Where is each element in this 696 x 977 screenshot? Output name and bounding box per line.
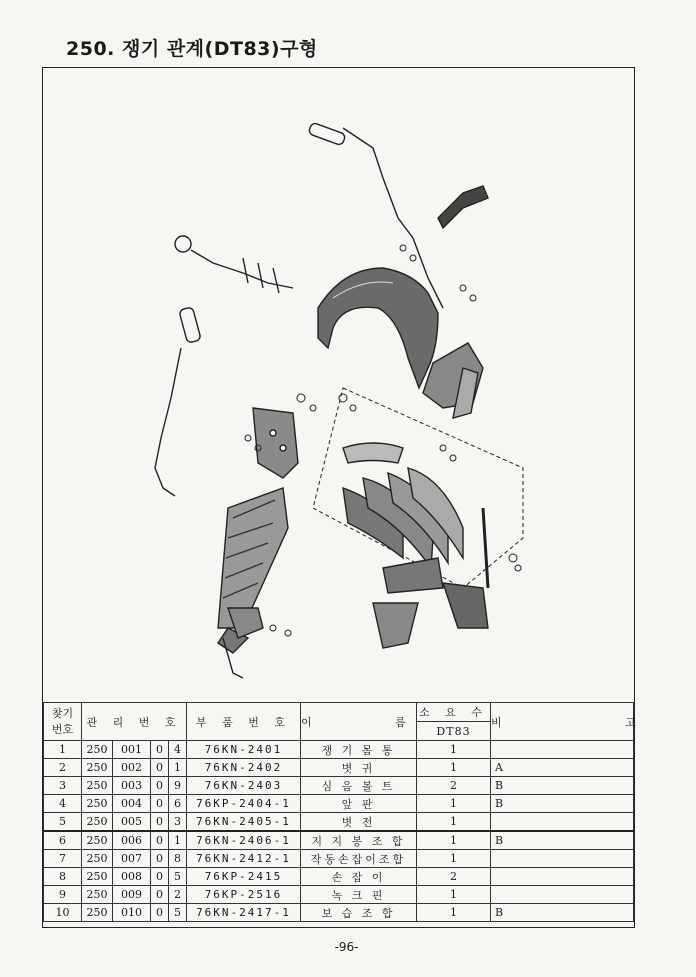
mgmt-code-cell: 250 bbox=[82, 831, 113, 850]
table-row bbox=[44, 741, 634, 759]
remarks-cell: B bbox=[491, 795, 634, 813]
header-name: 이 름 bbox=[301, 703, 417, 741]
remarks-cell bbox=[491, 813, 634, 832]
quantity-cell: 1 bbox=[417, 904, 491, 922]
table-row bbox=[44, 831, 634, 850]
part-number-cell: 76KN-2405-1 bbox=[187, 813, 301, 832]
mgmt-code-cell: 9 bbox=[169, 777, 187, 795]
part-number-cell: 76KP-2415 bbox=[187, 868, 301, 886]
header-quantity-model: DT83 bbox=[417, 722, 491, 741]
quantity-cell: 2 bbox=[417, 777, 491, 795]
mgmt-code-cell: 0 bbox=[151, 795, 169, 813]
mgmt-code-cell: 004 bbox=[113, 795, 151, 813]
mgmt-code-cell: 0 bbox=[151, 868, 169, 886]
mgmt-code-cell: 0 bbox=[151, 831, 169, 850]
quantity-cell: 1 bbox=[417, 886, 491, 904]
part-name-cell: 보 습 조 합 bbox=[301, 904, 417, 922]
mgmt-code-cell: 250 bbox=[82, 904, 113, 922]
mgmt-code-cell: 0 bbox=[151, 886, 169, 904]
remarks-cell bbox=[491, 886, 634, 904]
part-number-cell: 76KN-2417-1 bbox=[187, 904, 301, 922]
table-row bbox=[44, 850, 634, 868]
mgmt-code-cell: 006 bbox=[113, 831, 151, 850]
find-number-cell: 10 bbox=[44, 904, 82, 922]
part-number-cell: 76KN-2401 bbox=[187, 741, 301, 759]
find-number-cell: 8 bbox=[44, 868, 82, 886]
mgmt-code-cell: 6 bbox=[169, 795, 187, 813]
part-name-cell: 손 잡 이 bbox=[301, 868, 417, 886]
mgmt-code-cell: 0 bbox=[151, 904, 169, 922]
mgmt-code-cell: 5 bbox=[169, 904, 187, 922]
mgmt-code-cell: 8 bbox=[169, 850, 187, 868]
quantity-cell: 1 bbox=[417, 813, 491, 832]
mgmt-code-cell: 250 bbox=[82, 850, 113, 868]
quantity-cell: 1 bbox=[417, 795, 491, 813]
part-number-cell: 76KN-2403 bbox=[187, 777, 301, 795]
mgmt-code-cell: 250 bbox=[82, 759, 113, 777]
page-title: 250. 쟁기 관계(DT83)구형 bbox=[66, 38, 318, 60]
table-row bbox=[44, 904, 634, 922]
find-number-cell: 7 bbox=[44, 850, 82, 868]
quantity-cell: 1 bbox=[417, 831, 491, 850]
find-number-cell: 1 bbox=[44, 741, 82, 759]
mgmt-code-cell: 005 bbox=[113, 813, 151, 832]
mgmt-code-cell: 008 bbox=[113, 868, 151, 886]
quantity-cell: 1 bbox=[417, 850, 491, 868]
find-number-cell: 3 bbox=[44, 777, 82, 795]
mgmt-code-cell: 4 bbox=[169, 741, 187, 759]
remarks-cell: A bbox=[491, 759, 634, 777]
part-name-cell: 앞 판 bbox=[301, 795, 417, 813]
part-name-cell: 심 음 볼 트 bbox=[301, 777, 417, 795]
quantity-cell: 1 bbox=[417, 759, 491, 777]
part-number-cell: 76KN-2402 bbox=[187, 759, 301, 777]
part-name-cell: 작동손잡이조합 bbox=[301, 850, 417, 868]
find-number-cell: 4 bbox=[44, 795, 82, 813]
part-number-cell: 76KP-2404-1 bbox=[187, 795, 301, 813]
mgmt-code-cell: 010 bbox=[113, 904, 151, 922]
mgmt-code-cell: 250 bbox=[82, 741, 113, 759]
quantity-cell: 1 bbox=[417, 741, 491, 759]
mgmt-code-cell: 002 bbox=[113, 759, 151, 777]
part-name-cell: 볏 귀 bbox=[301, 759, 417, 777]
part-name-cell: 쟁 기 몸 통 bbox=[301, 741, 417, 759]
mgmt-code-cell: 0 bbox=[151, 741, 169, 759]
remarks-cell bbox=[491, 741, 634, 759]
remarks-cell: B bbox=[491, 831, 634, 850]
table-row bbox=[44, 886, 634, 904]
find-number-cell: 9 bbox=[44, 886, 82, 904]
part-name-cell: 녹 크 핀 bbox=[301, 886, 417, 904]
page-number: -96- bbox=[334, 940, 359, 954]
find-number-cell: 2 bbox=[44, 759, 82, 777]
parts-table bbox=[43, 702, 696, 922]
mgmt-code-cell: 003 bbox=[113, 777, 151, 795]
exploded-parts-diagram bbox=[43, 68, 633, 702]
header-part-number: 부 품 번 호 bbox=[187, 703, 301, 741]
quantity-cell: 2 bbox=[417, 868, 491, 886]
remarks-cell: B bbox=[491, 904, 634, 922]
header-management-number: 관 리 번 호 bbox=[82, 703, 187, 741]
mgmt-code-cell: 2 bbox=[169, 886, 187, 904]
mgmt-code-cell: 250 bbox=[82, 777, 113, 795]
find-number-cell: 6 bbox=[44, 831, 82, 850]
table-row bbox=[44, 777, 634, 795]
mgmt-code-cell: 250 bbox=[82, 795, 113, 813]
table-row bbox=[44, 813, 634, 832]
mgmt-code-cell: 1 bbox=[169, 831, 187, 850]
content-frame bbox=[42, 67, 696, 928]
mgmt-code-cell: 250 bbox=[82, 868, 113, 886]
part-name-cell: 볏 전 bbox=[301, 813, 417, 832]
header-find-number: 찾기 번호 bbox=[44, 703, 82, 741]
mgmt-code-cell: 3 bbox=[169, 813, 187, 832]
mgmt-code-cell: 007 bbox=[113, 850, 151, 868]
remarks-cell bbox=[491, 868, 634, 886]
mgmt-code-cell: 0 bbox=[151, 850, 169, 868]
find-number-cell: 5 bbox=[44, 813, 82, 832]
mgmt-code-cell: 1 bbox=[169, 759, 187, 777]
part-number-cell: 76KN-2412-1 bbox=[187, 850, 301, 868]
table-row bbox=[44, 795, 634, 813]
remarks-cell bbox=[491, 850, 634, 868]
remarks-cell: B bbox=[491, 777, 634, 795]
part-number-cell: 76KN-2406-1 bbox=[187, 831, 301, 850]
header-quantity: 소 요 수 bbox=[417, 703, 491, 722]
table-row bbox=[44, 868, 634, 886]
mgmt-code-cell: 0 bbox=[151, 759, 169, 777]
mgmt-code-cell: 001 bbox=[113, 741, 151, 759]
mgmt-code-cell: 009 bbox=[113, 886, 151, 904]
mgmt-code-cell: 0 bbox=[151, 777, 169, 795]
mgmt-code-cell: 5 bbox=[169, 868, 187, 886]
header-remarks: 비 고 bbox=[491, 703, 634, 741]
mgmt-code-cell: 0 bbox=[151, 813, 169, 832]
mgmt-code-cell: 250 bbox=[82, 886, 113, 904]
part-name-cell: 지 지 봉 조 합 bbox=[301, 831, 417, 850]
mgmt-code-cell: 250 bbox=[82, 813, 113, 832]
part-number-cell: 76KP-2516 bbox=[187, 886, 301, 904]
table-row bbox=[44, 759, 634, 777]
